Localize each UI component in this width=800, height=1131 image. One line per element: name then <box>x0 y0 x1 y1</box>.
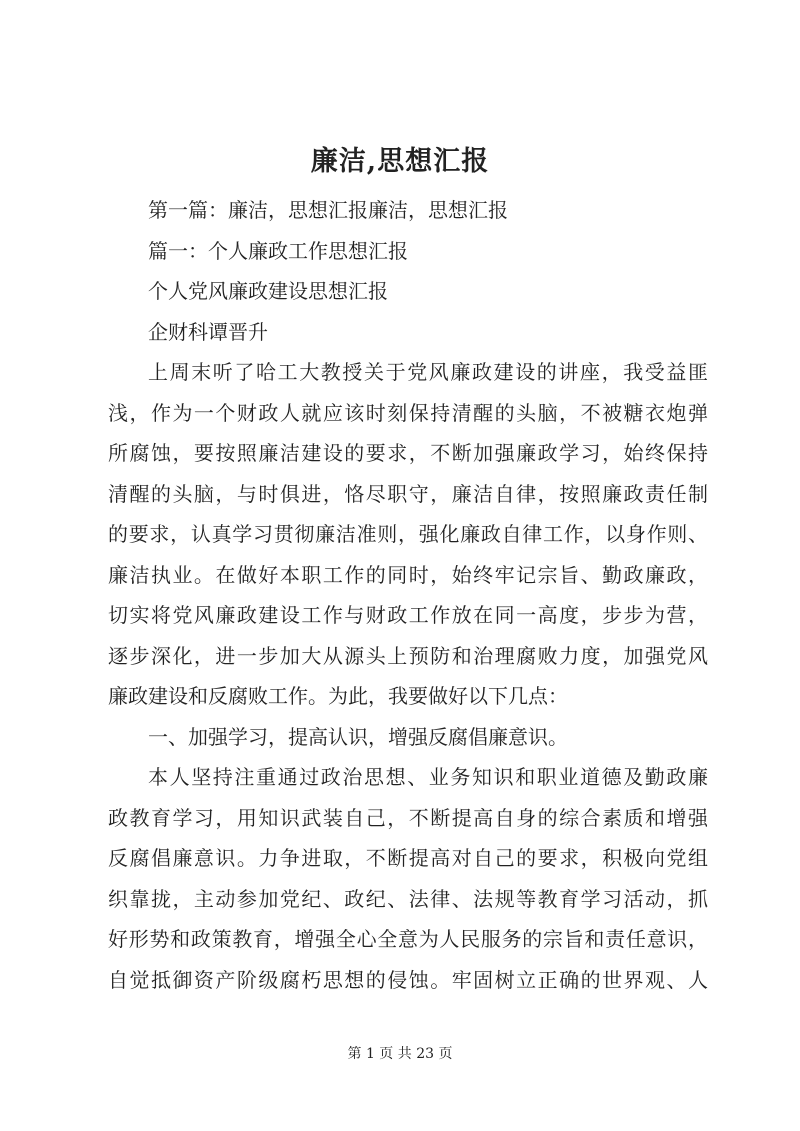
document-body <box>108 190 708 1000</box>
page-footer: 第 1 页 共 23 页 <box>347 1046 453 1062</box>
text-line: 第一篇：廉洁，思想汇报廉洁，思想汇报 <box>148 198 508 222</box>
text-line: 一、加强学习，提高认识，增强反腐倡廉意识。 <box>148 724 568 749</box>
text-line: 本人坚持注重通过政治思想、业务知识和职业道德及勤政廉 <box>148 765 708 789</box>
text-line: 廉洁执业。在做好本职工作的同时，始终牢记宗旨、勤政廉政， <box>108 562 708 587</box>
text-line: 织靠拢，主动参加党纪、政纪、法律、法规等教育学习活动，抓 <box>108 886 708 911</box>
text-line: 政教育学习，用知识武装自己，不断提高自身的综合素质和增强 <box>108 805 708 830</box>
text-line: 逐步深化，进一步加大从源头上预防和治理腐败力度，加强党风 <box>108 643 708 668</box>
text-line: 篇一：个人廉政工作思想汇报 <box>148 238 408 263</box>
text-line: 廉政建设和反腐败工作。为此，我要做好以下几点： <box>108 684 568 708</box>
text-line: 清醒的头脑，与时俱进，恪尽职守，廉洁自律，按照廉政责任制 <box>108 481 708 506</box>
text-line: 个人党风廉政建设思想汇报 <box>148 279 388 303</box>
text-line: 切实将党风廉政建设工作与财政工作放在同一高度，步步为营， <box>108 603 708 627</box>
document-title: 廉洁,思想汇报 <box>310 146 490 177</box>
text-line: 自觉抵御资产阶级腐朽思想的侵蚀。牢固树立正确的世界观、人 <box>108 967 708 992</box>
text-line: 企财科谭晋升 <box>148 319 268 344</box>
text-line: 反腐倡廉意识。力争进取，不断提高对自己的要求，积极向党组 <box>108 846 708 870</box>
text-line: 的要求，认真学习贯彻廉洁准则，强化廉政自律工作，以身作则、 <box>108 522 708 546</box>
text-line: 好形势和政策教育，增强全心全意为人民服务的宗旨和责任意识， <box>108 927 708 951</box>
text-line: 浅，作为一个财政人就应该时刻保持清醒的头脑，不被糖衣炮弹 <box>108 400 708 425</box>
text-line: 所腐蚀，要按照廉洁建设的要求，不断加强廉政学习，始终保持 <box>108 441 708 465</box>
text-line: 上周末听了哈工大教授关于党风廉政建设的讲座，我受益匪 <box>148 360 708 384</box>
